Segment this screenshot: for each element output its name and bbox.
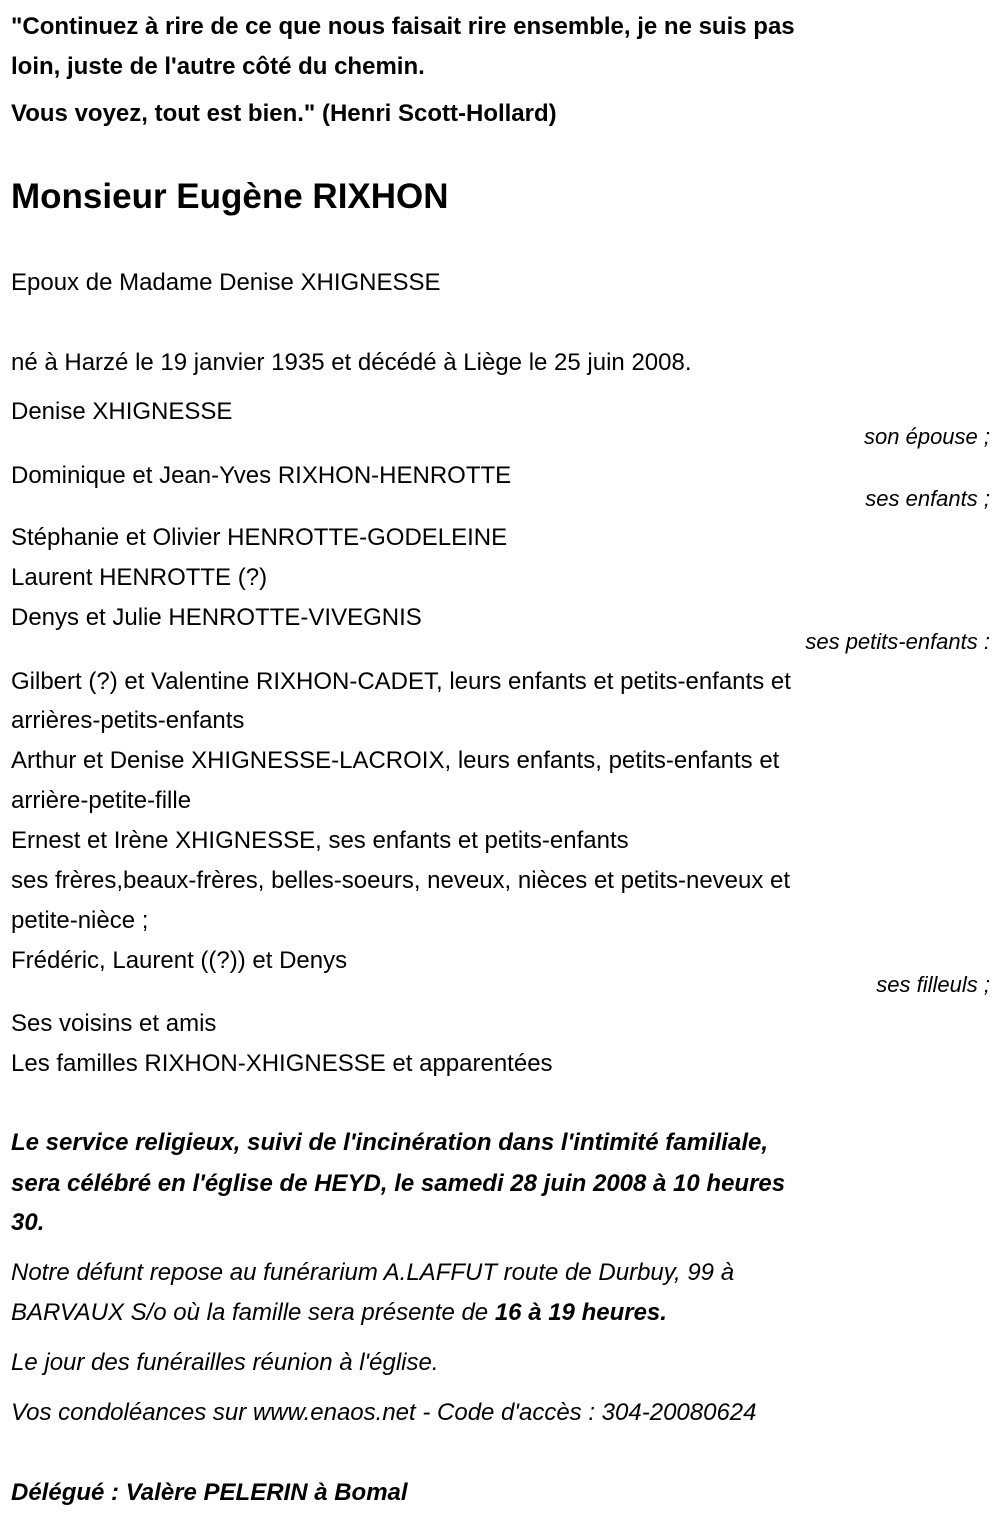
family-others: Les familles RIXHON-XHIGNESSE et apparentées xyxy=(11,1050,553,1077)
family-spouse: Denise XHIGNESSE xyxy=(11,398,233,425)
meeting-line: Le jour des funérailles réunion à l'église. xyxy=(11,1349,439,1376)
service-line: sera célébré en l'église de HEYD, le samedi 28 juin 2008 à 10 heures xyxy=(11,1170,786,1197)
funerarium-text: BARVAUX S/o où la famille sera présente de xyxy=(11,1299,495,1326)
family-grandchild: Denys et Julie HENROTTE-VIVEGNIS xyxy=(11,604,422,631)
family-children: Dominique et Jean-Yves RIXHON-HENROTTE xyxy=(11,462,512,489)
family-sibling-line: arrière-petite-fille xyxy=(11,787,192,814)
service-line: Le service religieux, suivi de l'incinération dans l'intimité familiale, xyxy=(11,1129,769,1156)
relation-label: son épouse ; xyxy=(864,424,990,449)
family-godchildren: Frédéric, Laurent ((?)) et Denys xyxy=(11,947,348,974)
family-others: Ses voisins et amis xyxy=(11,1010,217,1037)
family-sibling-line: Ernest et Irène XHIGNESSE, ses enfants et petits-enfants xyxy=(11,827,629,854)
condolences-line: Vos condoléances sur www.enaos.net - Code d'accès : 304-20080624 xyxy=(11,1399,757,1426)
funerarium-line: Notre défunt repose au funérarium A.LAFFUT route de Durbuy, 99 à xyxy=(11,1259,735,1286)
family-grandchild: Stéphanie et Olivier HENROTTE-GODELEINE xyxy=(11,524,508,551)
quote-line: Vous voyez, tout est bien." (Henri Scott-Hollard) xyxy=(11,100,557,127)
relation-label: ses enfants ; xyxy=(865,486,990,511)
family-sibling-line: petite-nièce ; xyxy=(11,907,149,934)
service-line: 30. xyxy=(11,1209,45,1236)
quote-line: loin, juste de l'autre côté du chemin. xyxy=(11,53,425,80)
family-sibling-line: ses frères,beaux-frères, belles-soeurs, neveux, nièces et petits-neveux et xyxy=(11,867,791,894)
visiting-hours: 16 à 19 heures. xyxy=(494,1299,667,1326)
relation-label: ses petits-enfants : xyxy=(805,629,990,654)
family-sibling-line: Arthur et Denise XHIGNESSE-LACROIX, leurs enfants, petits-enfants et xyxy=(11,747,780,774)
delegate-line: Délégué : Valère PELERIN à Bomal xyxy=(11,1479,408,1506)
quote-line: "Continuez à rire de ce que nous faisait rire ensemble, je ne suis pas xyxy=(11,13,795,40)
page-title: Monsieur Eugène RIXHON xyxy=(11,177,449,216)
family-sibling-line: arrières-petits-enfants xyxy=(11,707,245,734)
birth-death-line: né à Harzé le 19 janvier 1935 et décédé à Liège le 25 juin 2008. xyxy=(11,349,692,376)
spouse-line: Epoux de Madame Denise XHIGNESSE xyxy=(11,269,441,296)
family-grandchild: Laurent HENROTTE (?) xyxy=(11,564,268,591)
funerarium-line xyxy=(11,1298,667,1328)
family-sibling-line: Gilbert (?) et Valentine RIXHON-CADET, leurs enfants et petits-enfants et xyxy=(11,668,791,695)
relation-label: ses filleuls ; xyxy=(876,972,990,997)
